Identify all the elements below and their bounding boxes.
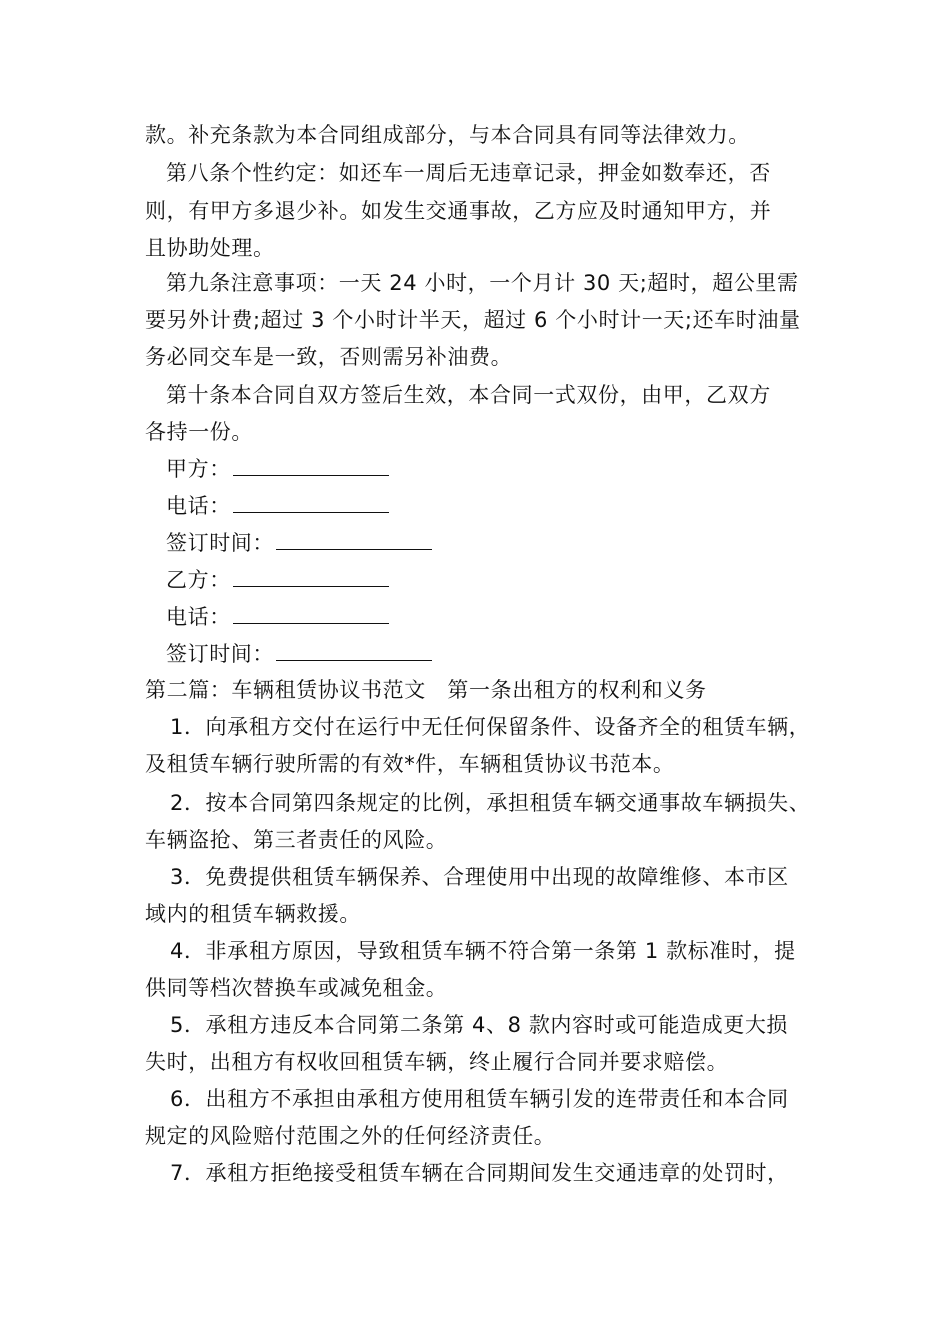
paragraph-line: 则，有甲方多退少补。如发生交通事故，乙方应及时通知甲方，并 bbox=[145, 199, 772, 223]
paragraph-line: 6．出租方不承担由承租方使用租赁车辆引发的连带责任和本合同 bbox=[170, 1087, 789, 1111]
signature-blank bbox=[233, 601, 389, 624]
paragraph-line: 1．向承租方交付在运行中无任何保留条件、设备齐全的租赁车辆， bbox=[170, 715, 811, 739]
paragraph-line: 要另外计费;超过 3 个小时计半天，超过 6 个小时计一天;还车时油量 bbox=[145, 308, 801, 332]
paragraph-line: 第八条个性约定：如还车一周后无违章记录，押金如数奉还，否 bbox=[166, 161, 771, 185]
paragraph-line: 5．承租方违反本合同第二条第 4、8 款内容时或可能造成更大损 bbox=[170, 1013, 789, 1037]
signature-line bbox=[166, 601, 389, 632]
paragraph-line: 3．免费提供租赁车辆保养、合理使用中出现的故障维修、本市区 bbox=[170, 865, 789, 889]
paragraph-line: 款。补充条款为本合同组成部分，与本合同具有同等法律效力。 bbox=[145, 123, 750, 147]
signature-label: 签订时间： bbox=[166, 642, 274, 666]
paragraph-line: 4．非承租方原因，导致租赁车辆不符合第一条第 1 款标准时，提 bbox=[170, 939, 796, 963]
paragraph-line: 7．承租方拒绝接受租赁车辆在合同期间发生交通违章的处罚时， bbox=[170, 1161, 789, 1185]
signature-label: 电话： bbox=[166, 494, 231, 518]
paragraph-line: 车辆盗抢、第三者责任的风险。 bbox=[145, 828, 448, 852]
signature-line bbox=[166, 527, 432, 558]
section-heading: 第二篇：车辆租赁协议书范文 第一条出租方的权利和义务 bbox=[145, 678, 707, 702]
paragraph-line: 失时，出租方有权收回租赁车辆，终止履行合同并要求赔偿。 bbox=[145, 1050, 729, 1074]
paragraph-line: 域内的租赁车辆救援。 bbox=[145, 902, 361, 926]
signature-line bbox=[166, 453, 389, 484]
signature-blank bbox=[233, 564, 389, 587]
paragraph-line: 规定的风险赔付范围之外的任何经济责任。 bbox=[145, 1124, 556, 1148]
signature-blank bbox=[233, 490, 389, 513]
signature-line bbox=[166, 564, 389, 595]
signature-label: 签订时间： bbox=[166, 531, 274, 555]
paragraph-line: 及租赁车辆行驶所需的有效*件，车辆租赁协议书范本。 bbox=[145, 752, 675, 776]
signature-blank bbox=[276, 527, 432, 550]
paragraph-line: 供同等档次替换车或减免租金。 bbox=[145, 976, 448, 1000]
paragraph-line: 且协助处理。 bbox=[145, 236, 275, 260]
signature-blank bbox=[233, 453, 389, 476]
paragraph-line: 第九条注意事项：一天 24 小时，一个月计 30 天;超时，超公里需 bbox=[166, 271, 799, 295]
signature-label: 电话： bbox=[166, 605, 231, 629]
signature-label: 乙方： bbox=[166, 568, 231, 592]
signature-line bbox=[166, 490, 389, 521]
paragraph-line: 各持一份。 bbox=[145, 420, 253, 444]
signature-blank bbox=[276, 638, 432, 661]
paragraph-line: 务必同交车是一致，否则需另补油费。 bbox=[145, 345, 513, 369]
paragraph-line: 2．按本合同第四条规定的比例，承担租赁车辆交通事故车辆损失、 bbox=[170, 791, 811, 815]
paragraph-line: 第十条本合同自双方签后生效，本合同一式双份，由甲，乙双方 bbox=[166, 383, 771, 407]
signature-line bbox=[166, 638, 432, 669]
signature-label: 甲方： bbox=[166, 457, 231, 481]
